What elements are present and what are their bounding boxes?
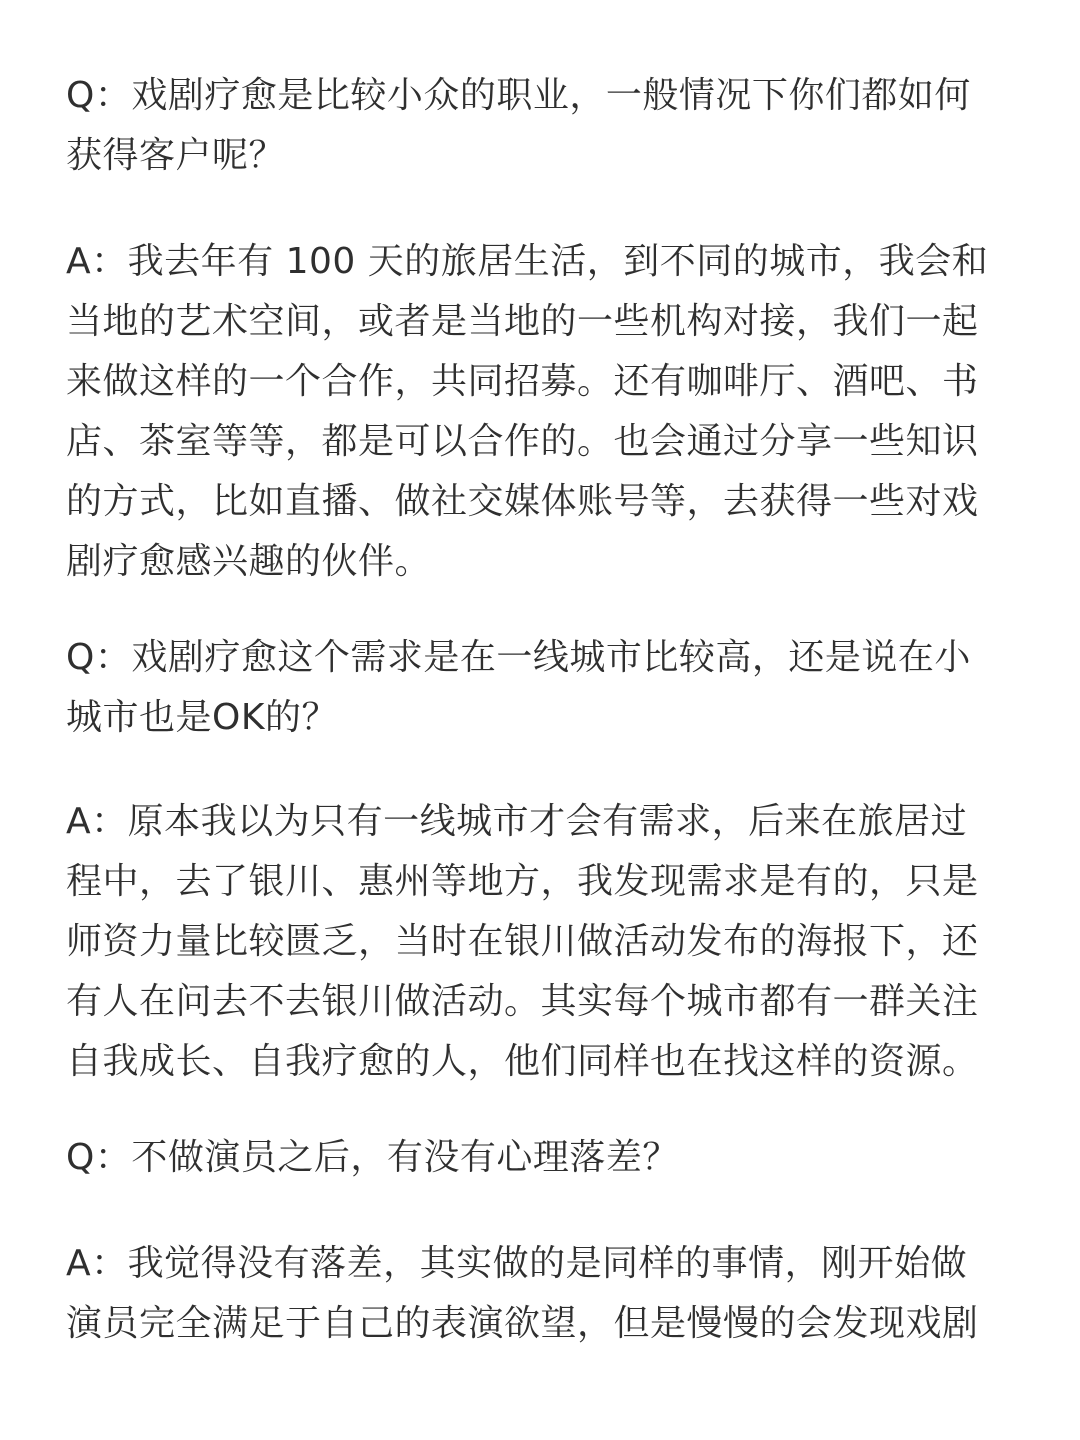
answer-line: 程中，去了银川、惠州等地方，我发现需求是有的，只是 <box>66 861 979 902</box>
question-line: 获得客户呢？ <box>66 135 286 176</box>
answer-2 <box>66 792 1026 1092</box>
answer-1 <box>66 232 1026 592</box>
article-page <box>66 0 1026 1440</box>
answer-3 <box>66 1234 1026 1354</box>
question-line: Q：戏剧疗愈这个需求是在一线城市比较高，还是说在小 <box>66 637 971 678</box>
question-line: Q：不做演员之后，有没有心理落差？ <box>66 1137 679 1178</box>
answer-line: 演员完全满足于自己的表演欲望，但是慢慢的会发现戏剧 <box>66 1303 979 1344</box>
answer-line: 当地的艺术空间，或者是当地的一些机构对接，我们一起 <box>66 301 979 342</box>
question-line: Q：戏剧疗愈是比较小众的职业，一般情况下你们都如何 <box>66 75 971 116</box>
answer-line: 店、茶室等等，都是可以合作的。也会通过分享一些知识 <box>66 421 979 462</box>
answer-line: A：我去年有 100 天的旅居生活，到不同的城市，我会和 <box>66 241 989 282</box>
answer-line: 自我成长、自我疗愈的人，他们同样也在找这样的资源。 <box>66 1041 979 1082</box>
answer-line: 剧疗愈感兴趣的伙伴。 <box>66 541 432 582</box>
answer-line: 有人在问去不去银川做活动。其实每个城市都有一群关注 <box>66 981 979 1022</box>
question-2 <box>66 628 1026 748</box>
question-line: 城市也是OK的？ <box>66 697 338 738</box>
question-1 <box>66 66 1026 186</box>
answer-line: A：我觉得没有落差，其实做的是同样的事情，刚开始做 <box>66 1243 968 1284</box>
answer-line: 来做这样的一个合作，共同招募。还有咖啡厅、酒吧、书 <box>66 361 979 402</box>
answer-line: A：原本我以为只有一线城市才会有需求，后来在旅居过 <box>66 801 968 842</box>
answer-line: 师资力量比较匮乏，当时在银川做活动发布的海报下，还 <box>66 921 979 962</box>
answer-line: 的方式，比如直播、做社交媒体账号等，去获得一些对戏 <box>66 481 979 522</box>
question-3 <box>66 1128 1026 1188</box>
